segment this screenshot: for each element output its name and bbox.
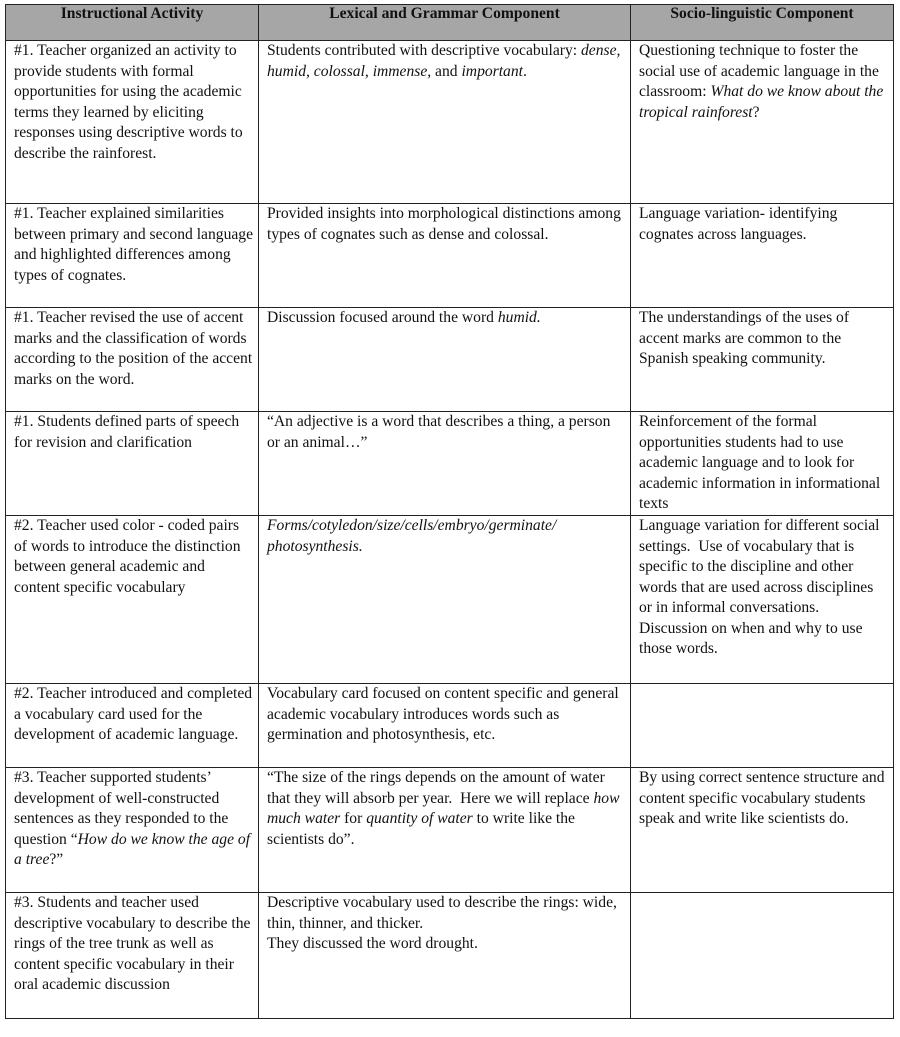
table-row [6,204,894,308]
vocabulary-instruction-table [5,4,894,1019]
socio-linguistic-cell [631,204,894,308]
activity-cell [6,412,259,516]
socio-linguistic-cell [631,412,894,516]
activity-cell [6,893,259,1019]
cell-text: #1. Teacher explained similarities between primary and second language and highlighted differences among types of cognates. [14,205,257,284]
italic-text: important [461,62,523,80]
socio-linguistic-cell [631,684,894,768]
cell-text: to write like the scientists do”. [267,810,579,848]
cell-text: ?” [49,851,64,868]
activity-cell [6,768,259,893]
table-row [6,412,894,516]
cell-text: #3. Students and teacher used descriptive vocabulary to describe the rings of the tree trunk as well as content specific vocabulary in their oral academic discussion [14,894,255,993]
cell-text: Language variation for different social settings. Use of vocabulary that is specific to the discipline and other words that are used across disciplines or in informal conversations. Discussion on when and why to use those words. [639,517,884,657]
cell-text: for [340,810,367,827]
socio-linguistic-cell [631,308,894,412]
lexical-grammar-cell [259,768,631,893]
cell-text: #1. Teacher organized an activity to provide students with formal opportunities for using the academic terms they learned by eliciting responses using descriptive words to describe the rainforest. [14,42,247,162]
italic-text: What do we know about the tropical rainforest [639,83,888,121]
activity-cell [6,516,259,684]
socio-linguistic-cell [631,516,894,684]
activity-cell [6,204,259,308]
cell-text: By using correct sentence structure and content specific vocabulary students speak and write like scientists do. [639,769,889,827]
lexical-grammar-cell [259,308,631,412]
italic-text: humid. [497,309,541,326]
table-row [6,516,894,684]
table-row [6,308,894,412]
lexical-grammar-cell [259,516,631,684]
table-row [6,893,894,1019]
socio-linguistic-cell [631,893,894,1019]
cell-text: #1. Teacher revised the use of accent marks and the classification of words according to the position of the accent marks on the word. [14,309,257,388]
cell-text: #2. Teacher used color - coded pairs of words to introduce the distinction between general academic and content specific vocabulary [14,517,245,596]
italic-text: quantity of water [366,810,473,827]
activity-cell [6,41,259,204]
cell-text: Vocabulary card focused on content specific and general academic vocabulary introduces words such as germination and photosynthesis, etc. [267,685,623,743]
italic-text: How do we know the age of a tree [14,830,254,868]
table-row [6,768,894,893]
cell-text: #3. Teacher supported students’ development of well-constructed sentences as they responded to the question “ [14,769,233,848]
header-lexical-grammar-component: Lexical and Grammar Component [259,5,631,41]
cell-text: #1. Students defined parts of speech for revision and clarification [14,413,244,451]
header-instructional-activity: Instructional Activity [6,5,259,41]
cell-text: and [431,62,462,80]
lexical-grammar-cell [259,41,631,204]
socio-linguistic-cell [631,768,894,893]
socio-linguistic-cell [631,41,894,204]
table-body [6,41,894,1019]
activity-cell [6,308,259,412]
activity-cell [6,684,259,768]
italic-text: Forms/cotyledon/size/cells/embryo/germinate/ photosynthesis. [267,517,561,555]
cell-text: Discussion focused around the word [267,309,498,326]
cell-text: “The size of the rings depends on the amount of water that they will absorb per year. Here we will replace [267,769,609,807]
lexical-grammar-cell [259,412,631,516]
header-socio-linguistic-component: Socio-linguistic Component [631,5,894,41]
table-header-row [6,5,894,41]
lexical-grammar-cell [259,204,631,308]
cell-text: Reinforcement of the formal opportunities students had to use academic language and to look for academic information in informational texts [639,413,885,512]
table-row [6,41,894,204]
cell-text: Descriptive vocabulary used to describe the rings: wide, thin, thinner, and thicker. They discussed the word drought. [267,894,617,952]
cell-text: ? [752,103,760,121]
cell-text: Provided insights into morphological distinctions among types of cognates such as dense and colossal. [267,205,625,243]
italic-text: dense, humid, colossal, immense, [267,42,625,80]
lexical-grammar-cell [259,684,631,768]
cell-text: #2. Teacher introduced and completed a vocabulary card used for the development of academic language. [14,685,256,743]
lexical-grammar-cell [259,893,631,1019]
cell-text: Students contributed with descriptive vocabulary: [267,42,581,59]
italic-text: how much water [267,789,624,827]
cell-text: Language variation- identifying cognates across languages. [639,205,842,243]
cell-text: “An adjective is a word that describes a thing, a person or an animal…” [267,413,615,451]
cell-text: . [522,62,527,80]
table-row [6,684,894,768]
cell-text: The understandings of the uses of accent marks are common to the Spanish speaking community. [639,309,853,367]
cell-text: Questioning technique to foster the social use of academic language in the classroom: [639,42,883,100]
